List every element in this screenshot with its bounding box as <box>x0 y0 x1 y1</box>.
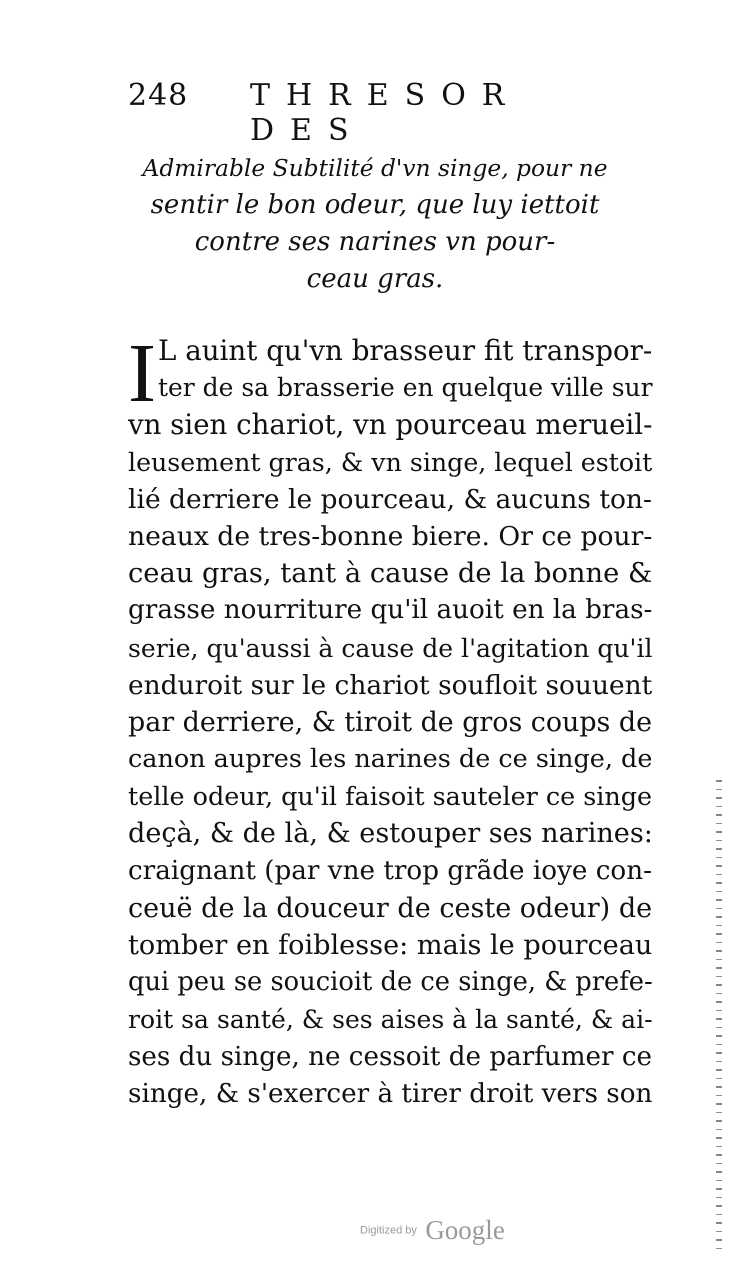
chapter-heading <box>140 150 610 298</box>
text-line: ceau gras, tant à cause de la bonne & <box>128 558 653 590</box>
text-line: grasse nourriture qu'il auoit en la bras- <box>128 595 653 626</box>
running-title: THRESOR DES <box>250 78 521 148</box>
text-line: par derriere, & tiroit de gros coups de <box>128 706 652 738</box>
text-line: neaux de tres-bonne biere. Or ce pour- <box>128 520 653 552</box>
text-line: tomber en foiblesse: mais le pourceau <box>128 930 653 961</box>
text-line: deçà, & de là, & estouper ses narines: <box>128 818 653 850</box>
text-line: telle odeur, qu'il faisoit sauteler ce singe <box>128 781 653 812</box>
body-text <box>128 327 658 1113</box>
text-line: roit sa santé, & ses aises à la santé, & ai- <box>128 1005 653 1035</box>
text-line: lié derriere le pourceau, & aucuns ton- <box>128 483 652 515</box>
page-edge-speckle <box>716 780 722 1250</box>
text-line: serie, qu'aussi à cause de l'agitation qu'il <box>128 633 653 663</box>
text-line: craignant (par vne trop grãde ioye con- <box>128 855 652 886</box>
text-line: leusement gras, & vn singe, lequel estoit <box>128 447 653 477</box>
chapter-heading-line: contre ses narines vn pour- <box>194 227 556 257</box>
text-line: singe, & s'exercer à tirer droit vers son <box>128 1078 653 1109</box>
drop-cap: I <box>128 327 156 420</box>
text-line: qui peu se soucioit de ce singe, & prefe- <box>128 967 653 998</box>
text-line: L auint qu'vn brasseur fit transpor- <box>158 334 653 367</box>
text-line: ses du singe, ne cessoit de parfumer ce <box>128 1041 653 1072</box>
text-line: ter de sa brasserie en quelque ville sur <box>158 373 653 403</box>
google-logo-text: Google <box>425 1215 505 1245</box>
chapter-heading-line: Admirable Subtilité d'vn singe, pour ne <box>142 154 608 182</box>
chapter-heading-line: ceau gras. <box>306 264 444 294</box>
text-line: vn sien chariot, vn pourceau merueil- <box>128 408 653 442</box>
text-line: enduroit sur le chariot soufloit souuent <box>128 669 653 701</box>
digitized-label: Digitized by <box>360 1224 417 1237</box>
running-head <box>128 78 588 148</box>
digitized-watermark <box>360 1215 505 1246</box>
page-number: 248 <box>128 78 189 113</box>
chapter-heading-line: sentir le bon odeur, que luy iettoit <box>150 190 600 220</box>
text-line: canon aupres les narines de ce singe, de <box>128 744 653 775</box>
text-line: ceuë de la douceur de ceste odeur) de <box>128 892 653 924</box>
